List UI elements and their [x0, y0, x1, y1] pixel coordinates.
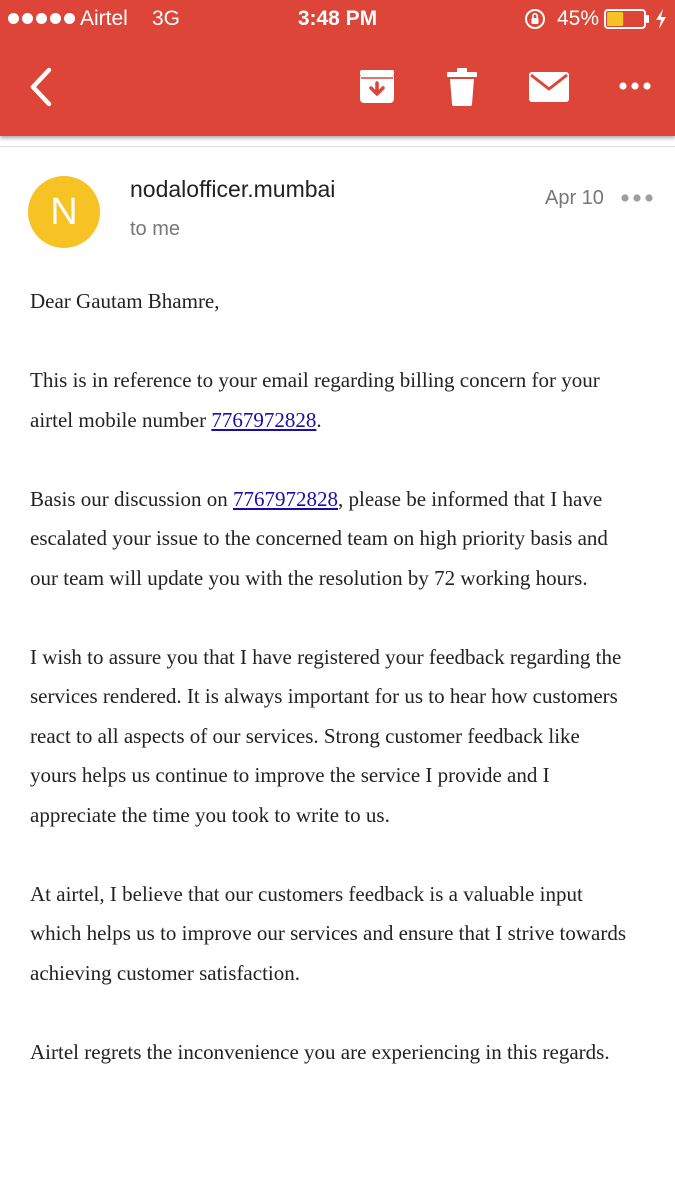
back-arrow-icon	[27, 67, 55, 107]
phone-link[interactable]: 7767972828	[211, 407, 317, 432]
paragraph-text: .	[316, 407, 322, 432]
battery-icon	[604, 9, 650, 29]
paragraph-text: Basis our discussion on	[30, 486, 234, 511]
rotation-lock-icon	[524, 8, 546, 30]
paragraph-commitment: At airtel, I believe that our customers feedback is a valuable input which helps us to improve our services and ensure that I strive towards achieving customer satisfaction.	[30, 881, 627, 985]
delete-button[interactable]	[440, 64, 484, 110]
paragraph-feedback: I wish to assure you that I have registered your feedback regarding the services rendered. It is always important for us to hear how customers react to all aspects of our services. Strong customer feedback like yours helps us continue to improve the service I provide and I appreciate the time you took to write to us.	[30, 644, 622, 827]
charging-bolt-icon	[654, 8, 668, 30]
greeting: Dear Gautam Bhamre,	[30, 289, 220, 313]
phone-link[interactable]: 7767972828	[233, 486, 339, 511]
back-button[interactable]	[18, 62, 64, 112]
paragraph-escalation	[30, 480, 630, 599]
mark-unread-button[interactable]	[525, 64, 573, 110]
message-date: Apr 10	[545, 187, 604, 209]
status-bar	[0, 0, 675, 38]
paragraph-text: , please be informed that I have escalated your issue to the concerned team on high priority basis and our team will update you with the resolution by 72 working hours.	[30, 486, 608, 590]
network-type: 3G	[152, 7, 181, 30]
more-options-button[interactable]	[610, 66, 660, 106]
status-time: 3:48 PM	[297, 7, 378, 30]
recipient-line[interactable]: to me	[130, 218, 181, 240]
message-more-icon[interactable]	[619, 190, 655, 206]
header-divider	[0, 146, 675, 147]
app-header	[0, 0, 675, 136]
sender-name[interactable]: nodalofficer.mumbai	[130, 176, 336, 202]
paragraph-reference	[30, 361, 630, 440]
paragraph-regret: Airtel regrets the inconvenience you are experiencing in this regards.	[30, 1039, 610, 1064]
mail-icon	[529, 72, 569, 102]
paragraph-text: This is in reference to your email regarding billing concern for your airtel mobile number	[30, 368, 600, 432]
archive-icon	[359, 69, 395, 105]
more-horizontal-icon	[619, 82, 651, 90]
sender-avatar[interactable]: N	[28, 176, 100, 248]
email-body	[30, 282, 630, 1112]
battery-percent: 45%	[557, 7, 600, 30]
trash-icon	[447, 68, 477, 106]
carrier-name: Airtel	[80, 7, 128, 30]
archive-button[interactable]	[354, 64, 400, 110]
